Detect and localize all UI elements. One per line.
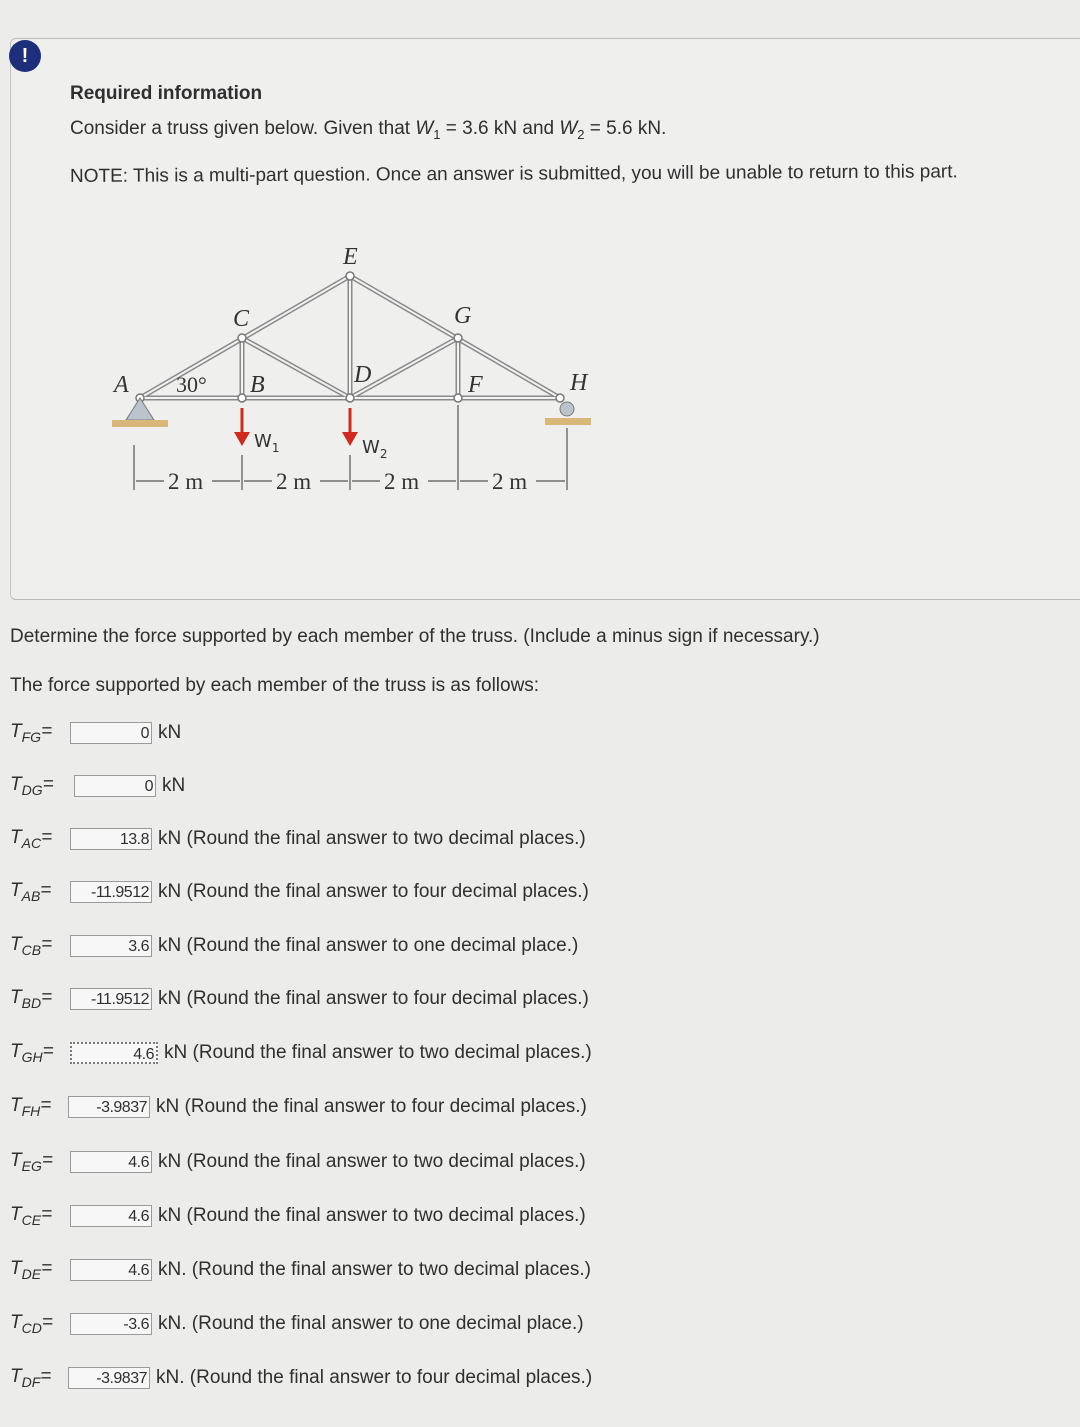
answer-label-prefix: T <box>10 774 22 796</box>
answer-label-prefix: T <box>10 1204 22 1226</box>
multi-part-note: NOTE: This is a multi-part question. Once an answer is submitted, you will be unable to return to this part. <box>69 161 958 187</box>
answer-label-cb <box>10 934 70 958</box>
answer-unit-cd: kN. (Round the final answer to one decimal place.) <box>158 1313 584 1334</box>
answer-input-eg[interactable]: 4.6 <box>70 1151 152 1173</box>
answer-label-prefix: T <box>10 827 22 849</box>
answer-input-cd[interactable]: -3.6 <box>70 1313 152 1335</box>
w1-label: W <box>415 118 434 139</box>
answer-label-eg <box>10 1150 70 1174</box>
answer-row-dg <box>10 773 185 799</box>
answer-label-prefix: T <box>10 1366 22 1388</box>
answer-label-equals: = <box>41 721 53 743</box>
answer-input-de[interactable]: 4.6 <box>70 1259 152 1281</box>
node-e-label: E <box>343 244 358 270</box>
answer-label-equals: = <box>41 987 53 1009</box>
dim-2: 2 m <box>276 469 312 494</box>
answer-row-eg <box>10 1149 586 1175</box>
w1-load-label: $W_1$ <box>254 431 280 455</box>
answer-label-equals: = <box>41 827 53 849</box>
answer-label-member: AC <box>21 834 42 851</box>
answer-label-member: CE <box>21 1211 42 1228</box>
w2-load-label: $W_2$ <box>362 437 388 461</box>
w1-sub: 1 <box>433 126 441 142</box>
answer-input-cb[interactable]: 3.6 <box>70 935 152 957</box>
answer-row-fg <box>10 720 181 746</box>
node-c-label: C <box>233 306 250 332</box>
answer-unit-gh: kN (Round the final answer to two decimal places.) <box>164 1042 592 1063</box>
answer-label-prefix: T <box>10 721 22 743</box>
answer-unit-fh: kN (Round the final answer to four decimal places.) <box>156 1096 587 1117</box>
answer-label-member: GH <box>21 1048 43 1065</box>
answer-label-equals: = <box>41 1312 53 1334</box>
node-g-label: G <box>454 303 472 329</box>
answer-label-equals: = <box>42 1041 54 1063</box>
answer-input-dg[interactable]: 0 <box>74 775 156 797</box>
given-statement <box>70 118 666 142</box>
question-lead: The force supported by each member of the truss is as follows: <box>10 675 540 696</box>
question-prompt: Determine the force supported by each member of the truss. (Include a minus sign if necessary.) <box>10 626 820 647</box>
dim-4: 2 m <box>492 469 528 494</box>
answer-row-ac <box>10 826 586 852</box>
answer-label-prefix: T <box>10 1041 22 1063</box>
answer-label-equals: = <box>41 1150 53 1172</box>
pin-support-icon <box>126 398 154 420</box>
answer-label-fh <box>10 1095 68 1119</box>
answer-unit-cb: kN (Round the final answer to one decimal place.) <box>158 935 579 956</box>
load-w1-arrow <box>234 408 250 446</box>
w2-sub: 2 <box>577 126 585 142</box>
answer-input-fh[interactable]: -3.9837 <box>68 1096 150 1118</box>
roller-support-icon <box>560 402 574 416</box>
answer-row-cd <box>10 1311 584 1337</box>
answer-row-bd <box>10 986 589 1012</box>
answer-row-fh <box>10 1094 587 1120</box>
answer-label-prefix: T <box>10 880 22 902</box>
answer-label-member: EG <box>21 1157 42 1174</box>
answer-label-prefix: T <box>10 1150 22 1172</box>
node-f-label: F <box>468 372 483 398</box>
ground-a <box>112 420 168 427</box>
answer-label-gh <box>10 1041 70 1065</box>
answer-unit-eg: kN (Round the final answer to two decimal places.) <box>158 1151 586 1172</box>
answer-input-bd[interactable]: -11.9512 <box>70 988 152 1010</box>
node-b-label: B <box>250 372 265 398</box>
answer-label-ab <box>10 880 70 904</box>
answer-label-dg <box>10 774 74 798</box>
answer-label-prefix: T <box>10 1095 22 1117</box>
answer-label-ac <box>10 827 70 851</box>
node-h-label: H <box>570 370 588 396</box>
answer-input-ab[interactable]: -11.9512 <box>70 881 152 903</box>
answer-label-member: BD <box>21 994 42 1011</box>
answer-input-ce[interactable]: 4.6 <box>70 1205 152 1227</box>
answer-label-equals: = <box>40 1366 52 1388</box>
angle-label: 30° <box>176 372 207 397</box>
w1-value: = 3.6 kN and <box>440 118 560 139</box>
alert-icon: ! <box>9 40 41 72</box>
dim-1: 2 m <box>168 469 204 494</box>
answer-label-member: CD <box>21 1319 42 1336</box>
answer-label-de <box>10 1258 70 1282</box>
answer-row-ab <box>10 879 589 905</box>
answer-input-fg[interactable]: 0 <box>70 722 152 744</box>
answer-row-ce <box>10 1203 586 1229</box>
answer-label-df <box>10 1366 68 1390</box>
answer-label-ce <box>10 1204 70 1228</box>
answer-label-member: AB <box>21 887 41 904</box>
node-d-label: D <box>354 362 372 388</box>
node-a-label: A <box>114 372 129 398</box>
answer-label-prefix: T <box>10 934 22 956</box>
answer-unit-bd: kN (Round the final answer to four decimal places.) <box>158 988 589 1009</box>
w2-label: W <box>559 118 578 139</box>
answer-unit-de: kN. (Round the final answer to two decimal places.) <box>158 1259 591 1280</box>
given-prefix: Consider a truss given below. Given that <box>70 118 416 139</box>
answer-label-equals: = <box>42 774 54 796</box>
answer-unit-dg: kN <box>162 775 186 796</box>
load-w2-arrow <box>342 408 358 446</box>
dim-3: 2 m <box>384 469 420 494</box>
answer-label-member: FG <box>21 728 42 745</box>
answer-row-de <box>10 1257 591 1283</box>
answer-label-member: DE <box>21 1265 42 1282</box>
answer-label-bd <box>10 987 70 1011</box>
answer-unit-df: kN. (Round the final answer to four decimal places.) <box>156 1367 593 1388</box>
answer-label-fg <box>10 721 70 745</box>
answer-label-member: DF <box>21 1373 41 1390</box>
answer-row-df <box>10 1365 592 1391</box>
answer-label-member: DG <box>21 781 43 798</box>
answer-input-gh[interactable]: 4.6 <box>70 1042 158 1064</box>
answer-label-member: CB <box>21 941 42 958</box>
answer-label-prefix: T <box>10 1312 22 1334</box>
answer-unit-fg: kN <box>158 722 182 743</box>
answer-unit-ac: kN (Round the final answer to two decimal places.) <box>158 828 586 849</box>
answer-label-cd <box>10 1312 70 1336</box>
answer-unit-ab: kN (Round the final answer to four decimal places.) <box>158 881 589 902</box>
answer-input-df[interactable]: -3.9837 <box>68 1367 150 1389</box>
answer-label-equals: = <box>41 1258 53 1280</box>
answer-label-prefix: T <box>10 1258 22 1280</box>
answer-label-member: FH <box>21 1102 41 1119</box>
truss-diagram <box>100 240 620 500</box>
answer-row-gh <box>10 1040 592 1066</box>
answer-label-equals: = <box>41 1204 53 1226</box>
w2-value: = 5.6 kN. <box>584 118 667 139</box>
answer-label-equals: = <box>40 1095 52 1117</box>
answer-input-ac[interactable]: 13.8 <box>70 828 152 850</box>
answer-row-cb <box>10 933 578 959</box>
answer-unit-ce: kN (Round the final answer to two decimal places.) <box>158 1205 586 1226</box>
answer-label-prefix: T <box>10 987 22 1009</box>
ground-h <box>545 418 591 425</box>
required-info-title: Required information <box>70 83 263 104</box>
answer-label-equals: = <box>41 934 53 956</box>
answer-label-equals: = <box>40 880 52 902</box>
